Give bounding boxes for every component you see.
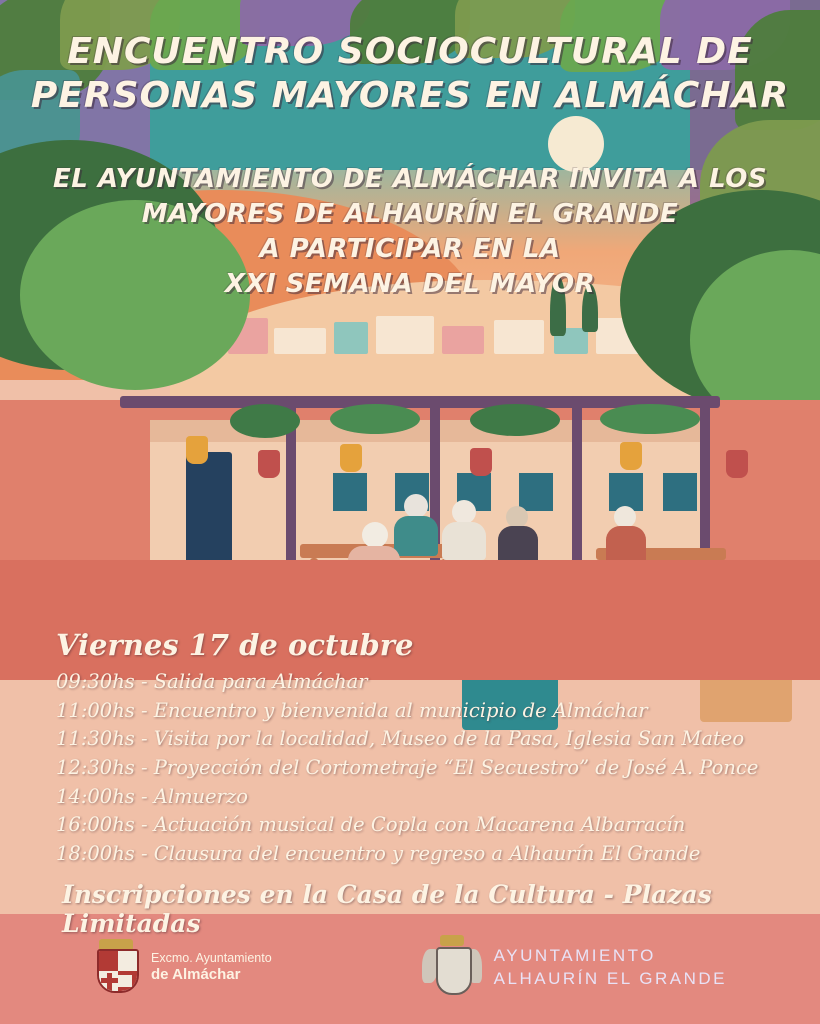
cross-icon <box>107 973 112 993</box>
grape-vine <box>330 404 420 434</box>
footer-logos <box>0 920 820 1016</box>
registration-note: Inscripciones en la Casa de la Cultura - Plazas Limitadas <box>62 880 712 938</box>
hanging-lamp-icon <box>726 450 748 478</box>
subtitle-line-4: XXI SEMANA DEL MAYOR <box>224 269 596 300</box>
alhaurin-logo-line1: AYUNTAMIENTO <box>493 946 656 966</box>
alhaurin-eagle-crest-icon <box>422 935 482 1001</box>
subtitle-line-3: A PARTICIPAR EN LA <box>259 234 561 265</box>
alhaurin-logo-text <box>494 945 727 991</box>
almachar-coat-of-arms-icon <box>93 939 139 997</box>
schedule-item: 11:00hs - Encuentro y bienvenida al municipio de Almáchar <box>56 698 648 722</box>
person-head <box>404 494 428 518</box>
schedule-item: 16:00hs - Actuación musical de Copla con Macarena Albarracín <box>56 813 686 837</box>
eagle-shield <box>436 947 472 995</box>
person-body <box>442 522 486 560</box>
hanging-lamp-icon <box>620 442 642 470</box>
grape-vine <box>600 404 700 434</box>
schedule-item: 11:30hs - Visita por la localidad, Museo de la Pasa, Iglesia San Mateo <box>56 727 745 751</box>
grape-vine <box>230 404 300 438</box>
village-house <box>334 322 368 354</box>
window <box>660 470 700 514</box>
title-line-1: ENCUENTRO SOCIOCULTURAL DE <box>67 31 753 72</box>
crown-icon <box>440 935 464 946</box>
person-head <box>452 500 476 524</box>
person-head <box>614 506 636 528</box>
shield-icon <box>97 949 139 993</box>
schedule-date: Viernes 17 de octubre <box>56 628 414 662</box>
subtitle-line-2: MAYORES DE ALHAURÍN EL GRANDE <box>141 199 679 230</box>
pergola-post <box>572 396 582 586</box>
window <box>330 470 370 514</box>
schedule-block <box>56 628 776 869</box>
almachar-logo-text <box>151 951 272 985</box>
almachar-logo-line2: de Almáchar <box>151 966 241 984</box>
schedule-item: 14:00hs - Almuerzo <box>56 784 248 808</box>
village-house <box>376 316 434 354</box>
grape-vine <box>470 404 560 436</box>
person-head <box>506 506 528 528</box>
schedule-item: 12:30hs - Proyección del Cortometraje “El Secuestro” de José A. Ponce <box>56 755 759 779</box>
hanging-lamp-icon <box>186 436 208 464</box>
poster-title <box>0 30 820 118</box>
village-house <box>442 326 484 354</box>
village-house <box>494 320 544 354</box>
hanging-lamp-icon <box>470 448 492 476</box>
castle-icon <box>118 975 132 987</box>
person-body <box>394 516 438 556</box>
village-house <box>274 328 326 354</box>
hanging-lamp-icon <box>258 450 280 478</box>
almachar-logo <box>93 939 272 997</box>
alhaurin-logo-line2: ALHAURÍN EL GRANDE <box>493 969 727 988</box>
subtitle-line-1: EL AYUNTAMIENTO DE ALMÁCHAR INVITA A LOS <box>52 164 768 194</box>
poster-subtitle <box>0 162 820 302</box>
hanging-lamp-icon <box>340 444 362 472</box>
schedule-item: 18:00hs - Clausura del encuentro y regreso a Alhaurín El Grande <box>56 841 701 865</box>
person-head <box>362 522 388 548</box>
alhaurin-logo <box>422 935 727 1001</box>
schedule-item: 09:30hs - Salida para Almáchar <box>56 670 368 693</box>
almachar-logo-line1: Excmo. Ayuntamiento <box>151 950 272 965</box>
title-line-2: PERSONAS MAYORES EN ALMÁCHAR <box>30 74 790 116</box>
